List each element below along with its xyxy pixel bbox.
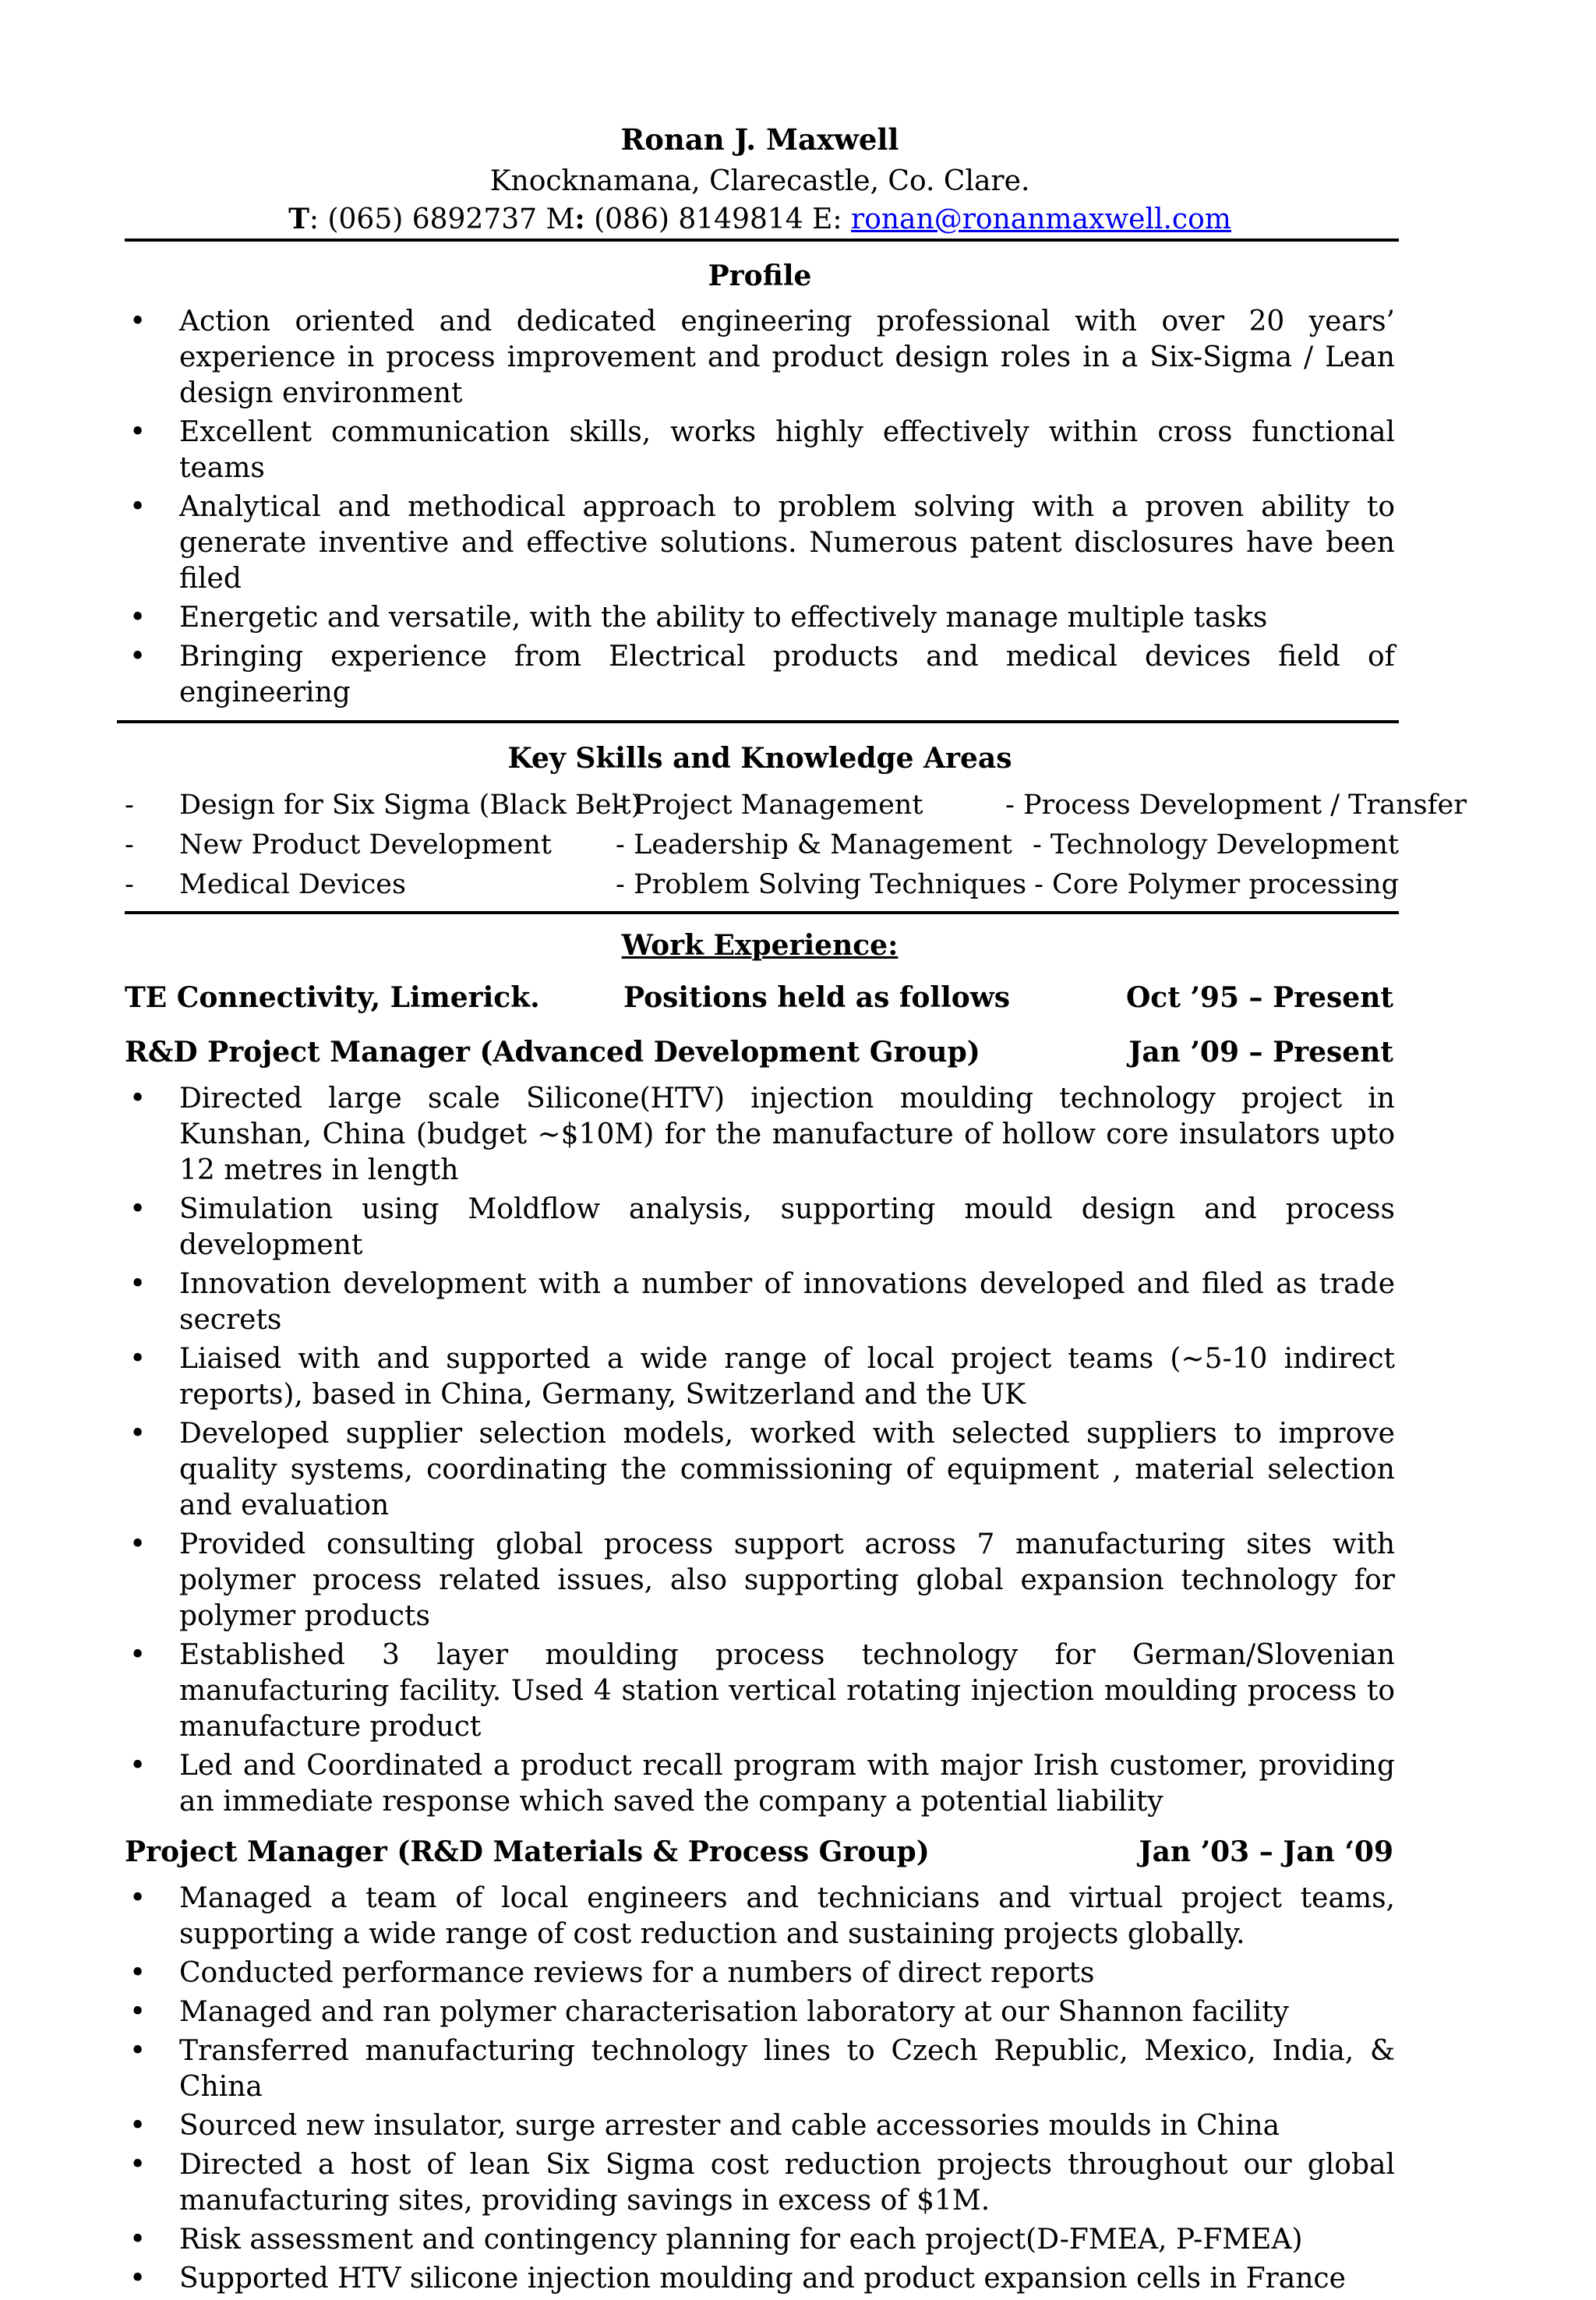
- duty-item: [125, 1267, 1395, 1338]
- duty-item: [125, 1341, 1395, 1413]
- company-dates: Oct ’95 – Present: [1125, 981, 1393, 1014]
- company-name: TE Connectivity, Limerick.: [125, 981, 540, 1014]
- role-header: [125, 1025, 1393, 1079]
- bullet-icon: •: [129, 1343, 147, 1375]
- bullet-icon: •: [129, 416, 147, 448]
- duty-item: [125, 2108, 1395, 2144]
- bullet-icon: •: [129, 2263, 147, 2295]
- skill-item: Medical Devices: [179, 869, 406, 900]
- skill-item: New Product Development: [179, 829, 552, 860]
- duty-text: Led and Coordinated a product recall program with major Irish customer, providing an immediate response which saved the company a potential liability: [179, 1750, 1395, 1818]
- candidate-name: Ronan J. Maxwell: [620, 122, 899, 157]
- bullet-icon: •: [129, 1528, 147, 1560]
- duty-item: [125, 1416, 1395, 1524]
- bullet-icon: •: [129, 602, 147, 634]
- duty-text: Conducted performance reviews for a numbers of direct reports: [179, 1957, 1095, 1989]
- bullet-icon: •: [129, 1083, 147, 1115]
- duty-text: Managed and ran polymer characterisation laboratory at our Shannon facility: [179, 1996, 1289, 2028]
- bullet-icon: •: [129, 491, 147, 523]
- skill-item: Design for Six Sigma (Black Belt): [179, 790, 642, 821]
- duty-text: Directed large scale Silicone(HTV) injection moulding technology project in Kunshan, China (budget ~$10M) for the manufacture of hollow core insulators upto 12 metres in length: [179, 1083, 1395, 1186]
- duty-text: Risk assessment and contingency planning for each project(D-FMEA, P-FMEA): [179, 2224, 1303, 2256]
- skills-grid: [125, 786, 1467, 905]
- duty-item: [125, 1081, 1395, 1189]
- role-duties-list: [125, 1881, 1395, 2297]
- role-title: R&D Project Manager (Advanced Development Group): [125, 1036, 980, 1069]
- profile-item-text: Action oriented and dedicated engineering professional with over 20 years’ experience in process improvement and product design roles in a Six-Sigma / Lean design environment: [179, 306, 1395, 409]
- duty-text: Managed a team of local engineers and technicians and virtual project teams, supporting a wide range of cost reduction and sustaining projects globally.: [179, 1882, 1395, 1950]
- skill-item: - Problem Solving Techniques: [616, 869, 1027, 900]
- profile-item-text: Energetic and versatile, with the ability to effectively manage multiple tasks: [179, 602, 1268, 634]
- duty-item: [125, 1994, 1395, 2030]
- profile-item: [125, 639, 1395, 711]
- profile-item: [125, 489, 1395, 597]
- email-link[interactable]: ronan@ronanmaxwell.com: [850, 203, 1231, 235]
- skill-dash: -: [125, 869, 134, 900]
- bullet-icon: •: [129, 2149, 147, 2181]
- company-note: Positions held as follows: [623, 981, 1011, 1014]
- skill-item: - Leadership & Management: [616, 829, 1012, 860]
- role-dates: Jan ’09 – Present: [1128, 1036, 1393, 1069]
- duty-text: Directed a host of lean Six Sigma cost reduction projects throughout our global manufacturing sites, providing savings in excess of $1M.: [179, 2149, 1395, 2217]
- role-duties-list: [125, 1081, 1395, 1820]
- bullet-icon: •: [129, 1957, 147, 1989]
- mobile-label: M: [546, 203, 575, 235]
- bullet-icon: •: [129, 2035, 147, 2067]
- duty-item: [125, 1881, 1395, 1952]
- duty-text: Transferred manufacturing technology lines to Czech Republic, Mexico, India, & China: [179, 2035, 1395, 2103]
- profile-item-text: Analytical and methodical approach to problem solving with a proven ability to generate inventive and effective solutions. Numerous patent disclosures have been filed: [179, 491, 1395, 595]
- profile-item: [125, 600, 1395, 636]
- divider: [125, 911, 1399, 914]
- skill-item: - Process Development / Transfer: [1005, 790, 1467, 821]
- duty-item: [125, 1638, 1395, 1745]
- duty-item: [125, 1956, 1395, 1991]
- profile-item: [125, 304, 1395, 412]
- roles-container: [125, 1025, 1395, 2297]
- profile-heading: Profile: [708, 260, 812, 292]
- duty-text: Innovation development with a number of innovations developed and filed as trade secrets: [179, 1268, 1395, 1336]
- bullet-icon: •: [129, 2110, 147, 2142]
- duty-text: Established 3 layer moulding process technology for German/Slovenian manufacturing facility. Used 4 station vertical rotating injection moulding process to manufacture product: [179, 1639, 1395, 1743]
- duty-text: Sourced new insulator, surge arrester and cable accessories moulds in China: [179, 2110, 1280, 2142]
- work-heading: Work Experience:: [621, 929, 899, 962]
- phone-number: : (065) 6892737: [309, 203, 546, 235]
- bullet-icon: •: [129, 1882, 147, 1914]
- resume-page: [125, 117, 1467, 2300]
- skills-heading: Key Skills and Knowledge Areas: [507, 742, 1012, 775]
- bullet-icon: •: [129, 641, 147, 673]
- divider: [117, 720, 1399, 723]
- bullet-icon: •: [129, 1193, 147, 1225]
- skill-dash: -: [125, 829, 134, 860]
- profile-item-text: Excellent communication skills, works highly effectively within cross functional teams: [179, 416, 1395, 484]
- duty-item: [125, 2261, 1395, 2297]
- bullet-icon: •: [129, 1639, 147, 1671]
- skill-item: - Project Management: [616, 790, 923, 821]
- contact-line: [125, 201, 1395, 237]
- mobile-number: (086) 8149814 E:: [584, 203, 851, 235]
- duty-text: Provided consulting global process support across 7 manufacturing sites with polymer process related issues, also supporting global expansion technology for polymer products: [179, 1528, 1395, 1632]
- duty-item: [125, 1748, 1395, 1820]
- duty-text: Developed supplier selection models, worked with selected suppliers to improve quality systems, coordinating the commissioning of equipment , material selection and evaluation: [179, 1418, 1395, 1521]
- profile-item: [125, 415, 1395, 486]
- divider: [125, 238, 1399, 242]
- skill-item: - Technology Development: [1032, 829, 1399, 860]
- bullet-icon: •: [129, 2224, 147, 2256]
- profile-item-text: Bringing experience from Electrical products and medical devices field of engineering: [179, 641, 1395, 708]
- duty-item: [125, 2147, 1395, 2219]
- address: Knocknamana, Clarecastle, Co. Clare.: [489, 165, 1030, 197]
- duty-text: Simulation using Moldflow analysis, supporting mould design and process development: [179, 1193, 1395, 1261]
- bullet-icon: •: [129, 1418, 147, 1450]
- bullet-icon: •: [129, 1268, 147, 1300]
- skill-item: - Core Polymer processing: [1034, 869, 1399, 900]
- duty-text: Supported HTV silicone injection moulding and product expansion cells in France: [179, 2263, 1346, 2295]
- duty-text: Liaised with and supported a wide range of local project teams (~5-10 indirect reports), based in China, Germany, Switzerland and the UK: [179, 1343, 1395, 1411]
- mobile-colon: :: [574, 203, 585, 235]
- phone-label: T: [288, 203, 309, 235]
- bullet-icon: •: [129, 1750, 147, 1782]
- role-title: Project Manager (R&D Materials & Process Group): [125, 1835, 930, 1868]
- company-row: [125, 970, 1393, 1025]
- bullet-icon: •: [129, 306, 147, 337]
- duty-item: [125, 1527, 1395, 1634]
- role-dates: Jan ’03 – Jan ‘09: [1139, 1835, 1393, 1868]
- skill-dash: -: [125, 790, 134, 821]
- duty-item: [125, 1192, 1395, 1263]
- bullet-icon: •: [129, 1996, 147, 2028]
- profile-list: [125, 304, 1395, 711]
- role-header: [125, 1825, 1393, 1879]
- duty-item: [125, 2033, 1395, 2105]
- duty-item: [125, 2222, 1395, 2258]
